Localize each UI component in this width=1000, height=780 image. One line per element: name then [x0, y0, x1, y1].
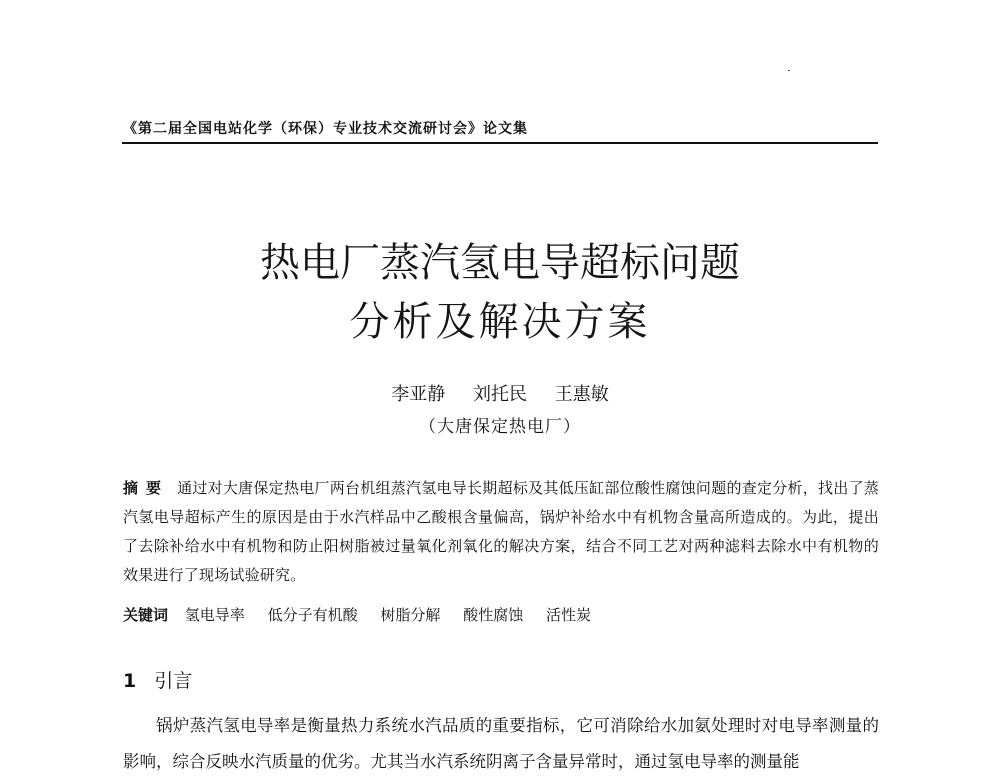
section-number: 1 — [123, 670, 137, 692]
keyword: 树脂分解 — [380, 606, 441, 624]
author-list — [0, 380, 1000, 406]
keyword: 低分子有机酸 — [267, 606, 358, 624]
header-rule — [122, 142, 878, 144]
paper-title-line-1: 热电厂蒸汽氢电导超标问题 — [260, 240, 740, 286]
affiliation: （大唐保定热电厂） — [419, 417, 581, 437]
scan-speck — [788, 70, 790, 71]
abstract-label: 摘要 — [123, 479, 170, 497]
author-name: 王惠敏 — [554, 384, 609, 405]
keyword: 酸性腐蚀 — [463, 606, 524, 624]
keyword: 活性炭 — [545, 606, 591, 624]
running-header: 《第二届全国电站化学（环保）专业技术交流研讨会》论文集 — [123, 121, 528, 137]
author-name: 李亚静 — [391, 384, 446, 405]
abstract — [123, 474, 879, 590]
section-title: 引言 — [154, 670, 193, 692]
section-heading — [123, 666, 192, 693]
abstract-text: 通过对大唐保定热电厂两台机组蒸汽氢电导长期超标及其低压缸部位酸性腐蚀问题的查定分析，找出了蒸汽氢电导超标产生的原因是由于水汽样品中乙酸根含量偏高，锅炉补给水中有机物含量高所造成的。为此，提出了去除补给水中有机物和防止阳树脂被过量氧化剂氧化的解决方案，结合不同工艺对两种滤料去除水中有机物的效果进行了现场试验研究。 — [123, 479, 879, 584]
author-name: 刘托民 — [473, 384, 527, 405]
paper-title-line-2: 分析及解决方案 — [349, 299, 651, 345]
body-paragraph: 锅炉蒸汽氢电导率是衡量热力系统水汽品质的重要指标，它可消除给水加氨处理时对电导率测量的影响，综合反映水汽质量的优劣。尤其当水汽系统阴离子含量异常时，通过氢电导率的测量能 — [123, 716, 879, 771]
keyword: 氢电导率 — [184, 606, 245, 624]
keywords-label: 关键词 — [123, 606, 169, 624]
keywords — [123, 604, 879, 625]
